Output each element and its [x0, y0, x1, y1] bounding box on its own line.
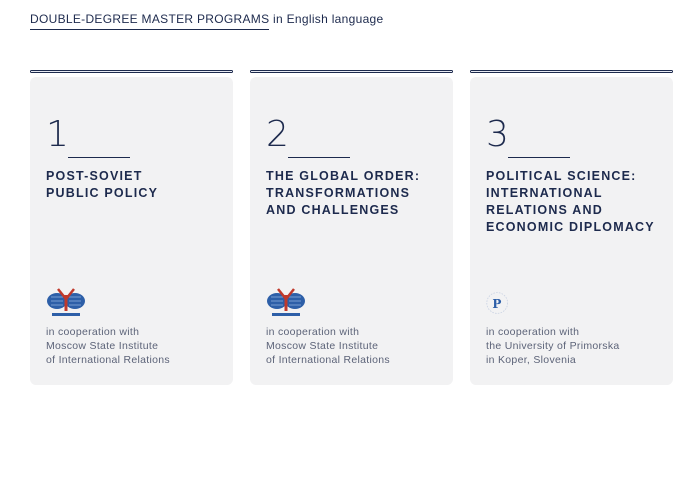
program-title: [46, 168, 226, 202]
card-top-bar: [30, 70, 233, 73]
coop-line: Moscow State Institute: [266, 340, 379, 352]
number-underline: [288, 157, 350, 158]
title-line: POLITICAL SCIENCE:: [486, 169, 637, 183]
svg-text:P: P: [492, 296, 502, 311]
title-line: TRANSFORMATIONS: [266, 186, 411, 200]
title-line: PUBLIC POLICY: [46, 186, 159, 200]
cooperation-text: [266, 325, 451, 367]
title-line: INTERNATIONAL: [486, 186, 603, 200]
coop-line: in cooperation with: [46, 326, 140, 338]
coop-line: the University of Primorska: [486, 340, 620, 352]
primorska-logo-icon: [486, 287, 518, 319]
program-card-3: [470, 70, 673, 385]
card-top-bar: [470, 70, 673, 73]
title-line: AND CHALLENGES: [266, 203, 400, 217]
program-card-2: [250, 70, 453, 385]
title-line: RELATIONS AND: [486, 203, 603, 217]
card-panel: [470, 77, 673, 385]
title-line: POST-SOVIET: [46, 169, 143, 183]
card-panel: [250, 77, 453, 385]
program-title: [486, 168, 666, 236]
coop-line: in cooperation with: [266, 326, 360, 338]
program-number: 3: [486, 114, 509, 155]
heading-main: DOUBLE-DEGREE MASTER PROGRAMS: [30, 12, 269, 30]
heading-rest: in English language: [269, 12, 384, 26]
program-title: [266, 168, 446, 219]
cooperation-text: [486, 325, 671, 367]
program-card-1: [30, 70, 233, 385]
mgimo-logo-icon: [46, 287, 86, 319]
coop-line: Moscow State Institute: [46, 340, 159, 352]
card-top-bar: [250, 70, 453, 73]
cooperation-text: [46, 325, 231, 367]
page-heading: [30, 12, 384, 26]
card-panel: [30, 77, 233, 385]
coop-line: in cooperation with: [486, 326, 580, 338]
number-underline: [508, 157, 570, 158]
program-number: 2: [266, 114, 289, 155]
coop-line: in Koper, Slovenia: [486, 354, 577, 366]
title-line: THE GLOBAL ORDER:: [266, 169, 421, 183]
program-number: 1: [46, 114, 69, 155]
title-line: ECONOMIC DIPLOMACY: [486, 220, 655, 234]
mgimo-logo-icon: [266, 287, 306, 319]
coop-line: of International Relations: [46, 354, 170, 366]
number-underline: [68, 157, 130, 158]
coop-line: of International Relations: [266, 354, 390, 366]
